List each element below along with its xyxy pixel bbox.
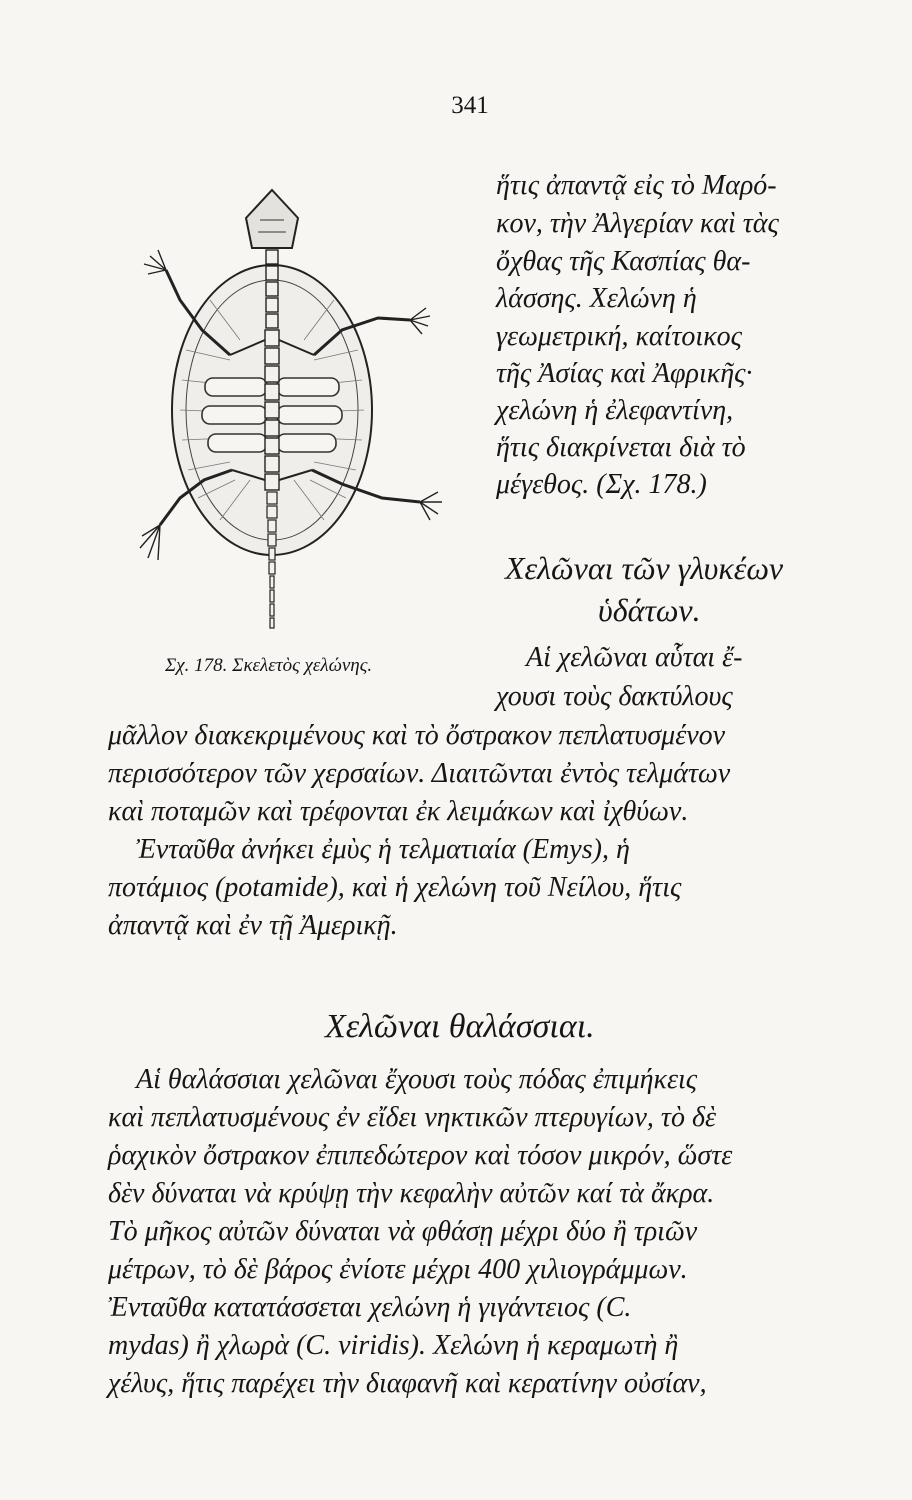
text-line: κον, τὴν Ἀλγερίαν καὶ τὰς [496,208,779,239]
text-line: ποτάμιος (potamide), καὶ ἡ χελώνη τοῦ Νείλου, ἥτις [108,872,682,903]
text-line: ἀπαντᾷ καὶ ἐν τῇ Ἀμερικῇ. [108,910,398,941]
turtle-skeleton-illustration-icon [120,180,475,650]
text-line: χελώνη ἡ ἐλεφαντίνη, [496,395,734,426]
figure-caption: Σχ. 178. Σκελετὸς χελώνης. [165,655,373,676]
heading-freshwater-line1: Χελῶναι τῶν γλυκέων [505,550,784,586]
text-line: λάσσης. Χελώνη ἡ [496,283,697,314]
text-line: Αἱ θαλάσσιαι χελῶναι ἔχουσι τοὺς πόδας ἐπιμήκεις [136,1064,698,1095]
text-line: περισσότερον τῶν χερσαίων. Διαιτῶνται ἐντὸς τελμάτων [108,758,731,789]
text-line: Ἐνταῦθα κατατάσσεται χελώνη ἡ γιγάντειος (C. [108,1292,632,1323]
text-line: μέγεθος. (Σχ. 178.) [496,469,707,500]
text-line: μέτρων, τὸ δὲ βάρος ἐνίοτε μέχρι 400 χιλιογράμμων. [108,1254,688,1285]
text-line: γεωμετρική, καίτοικος [496,321,743,352]
text-line: Τὸ μῆκος αὐτῶν δύναται νὰ φθάσῃ μέχρι δύο ἢ τριῶν [108,1216,698,1247]
turtle-skeleton-figure [120,180,475,650]
text-line: mydas) ἢ χλωρὰ (C. viridis). Χελώνη ἡ κεραμωτὴ ἢ [108,1330,679,1361]
text-line: ὄχθας τῆς Κασπίας θα- [496,246,751,277]
text-line: ῥαχικὸν ὄστρακον ἐπιπεδώτερον καὶ τόσον μικρόν, ὥστε [108,1140,733,1171]
text-line: Αἱ χελῶναι αὗται ἔ- [526,642,743,673]
text-line: δὲν δύναται νὰ κρύψῃ τὴν κεφαλὴν αὐτῶν καί τὰ ἄκρα. [108,1178,715,1209]
text-line: καὶ πεπλατυσμένους ἐν εἴδει νηκτικῶν πτερυγίων, τὸ δὲ [108,1102,716,1133]
text-line: ἥτις ἀπαντᾷ εἰς τὸ Μαρό- [496,170,777,201]
text-line: ἥτις διακρίνεται διὰ τὸ [496,432,746,463]
heading-sea-turtles: Χελῶναι θαλάσσιαι. [325,1008,595,1045]
text-line: τῆς Ἀσίας καὶ Ἀφρικῆς· [496,358,753,389]
text-line: χέλυς, ἥτις παρέχει τὴν διαφανῆ καὶ κερατίνην οὐσίαν, [108,1368,707,1399]
text-line: μᾶλλον διακεκριμένους καὶ τὸ ὄστρακον πεπλατυσμένον [108,720,726,751]
text-line: καὶ ποταμῶν καὶ τρέφονται ἐκ λειμάκων καὶ ἰχθύων. [108,796,689,827]
text-line: Ἐνταῦθα ἀνήκει ἐμὺς ἡ τελματιαία (Emys), ἡ [136,834,630,865]
text-line: χουσι τοὺς δακτύλους [496,681,733,712]
page-number: 341 [451,92,489,119]
heading-freshwater-line2: ὑδάτων. [598,592,701,628]
